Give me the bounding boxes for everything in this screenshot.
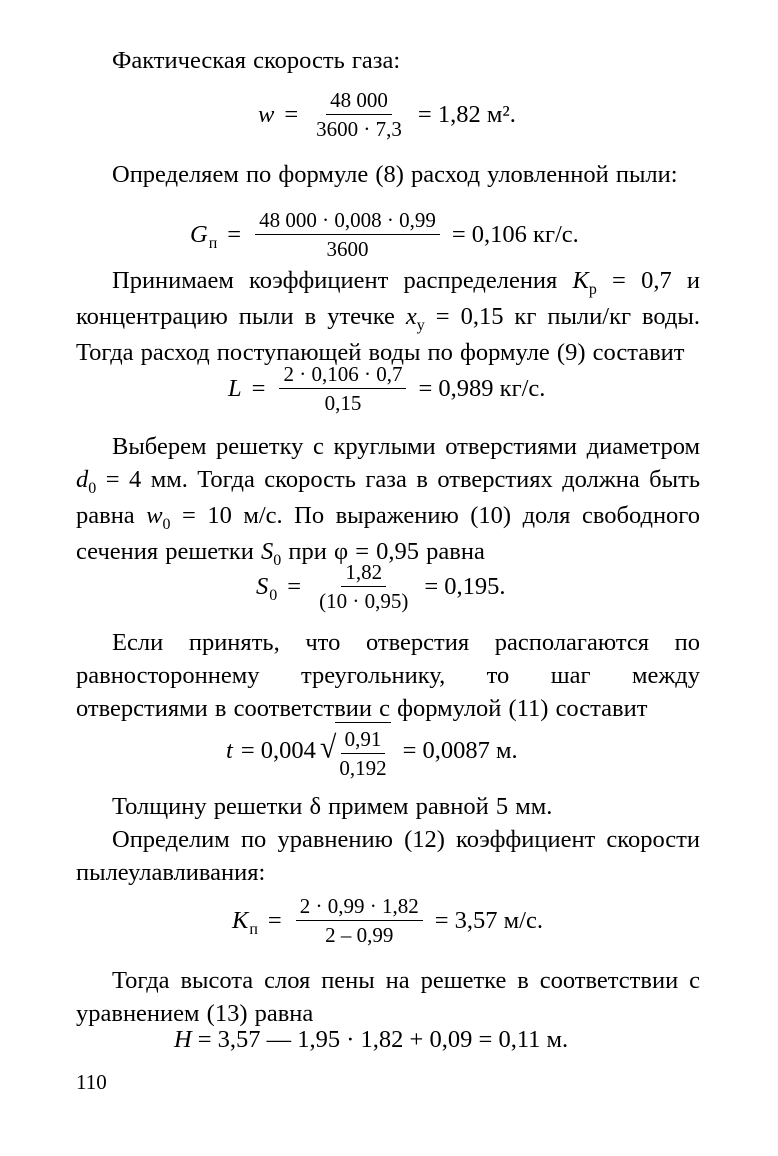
eq1-lhs: w — [258, 100, 275, 128]
paragraph-actual-gas-velocity: Фактическая скорость газа: — [112, 47, 401, 74]
eq2-result: = 0,106 кг/с. — [451, 220, 579, 248]
paragraph-hole-pitch: Если принять, что отверстия располагаются по равностороннему треугольнику, то шаг между отверстиями в соответствии с формулой (11) составит — [76, 629, 700, 722]
eq5-lhs: t — [226, 737, 233, 764]
eq7-lhs: H — [174, 1026, 192, 1053]
eq2-numerator: 48 000 · 0,008 · 0,99 — [255, 208, 440, 235]
paragraph-grid-thickness: Толщину решетки δ примем равной 5 мм. — [112, 793, 553, 820]
eq3-result: = 0,989 кг/с. — [418, 374, 546, 402]
eq6-fraction — [296, 894, 423, 947]
equation-gas-velocity: w = $\frac{48 000}{3600 \cdot 7,3}$ = 1,82 м². — [258, 88, 516, 141]
eq3-denominator: 0,15 — [324, 391, 362, 415]
eq2-fraction — [255, 208, 440, 261]
eq3-numerator: 2 · 0,106 · 0,7 — [279, 362, 406, 389]
radical-sign-icon: √ — [319, 730, 337, 765]
eq6-numerator: 2 · 0,99 · 1,82 — [296, 894, 423, 921]
equation-dust-capture-coefficient: K п = $\frac{2 \cdot 0,99 \cdot 1,82}{2 - 0,99}$ = 3,57 м/с. — [232, 894, 543, 947]
eq2-lhs: G — [190, 220, 208, 248]
eq6-result: = 3,57 м/с. — [434, 906, 543, 934]
eq6-denominator: 2 – 0,99 — [325, 923, 394, 947]
eq4-lhs: S — [256, 572, 269, 600]
paragraph-distribution-coefficient: Принимаем коэффициент распределения $K_p = 0,7$ и концентрацию пыли в утечке $x_y = 0,15$ кг пыли/кг воды. Тогда расход поступающей воды по формуле (9) составит — [76, 267, 701, 366]
paragraph-foam-height: Тогда высота слоя пены на решетке в соответствии с уравнением (13) равна — [76, 967, 700, 1027]
equation-hole-pitch: t = 0,004 √ $\frac{0,91}{0,192}$ = 0,0087 м. — [226, 722, 518, 780]
eq5-result: = 0,0087 м. — [402, 737, 518, 764]
eq3-lhs: L — [228, 374, 242, 402]
page-number: 110 — [76, 1070, 107, 1094]
eq1-fraction — [312, 88, 406, 141]
eq2-denominator: 3600 — [326, 237, 369, 261]
eq1-denominator: 3600 · 7,3 — [316, 117, 402, 141]
eq4-result: = 0,195. — [424, 572, 506, 600]
eq5-fraction — [335, 727, 390, 780]
equation-free-section: S 0 = $\frac{1,82}{(10 \cdot 0,95)}$ = 0,195. — [256, 560, 506, 613]
eq4-fraction — [315, 560, 412, 613]
square-root — [320, 722, 391, 780]
eq7-result: = 3,57 — 1,95 · 1,82 + 0,09 = 0,11 м. — [197, 1026, 569, 1053]
eq5-numerator: 0,91 — [341, 727, 386, 754]
eq4-numerator: 1,82 — [341, 560, 386, 587]
eq5-denominator: 0,192 — [339, 756, 387, 780]
equation-dust-flow: G п = $\frac{48 000 \cdot 0,008 \cdot 0,99}{3600}$ = 0,106 кг/с. — [190, 208, 579, 261]
equation-water-flow: L = $\frac{2 \cdot 0,106 \cdot 0,7}{0,15}$ = 0,989 кг/с. — [228, 362, 546, 415]
paragraph-dust-flow: Определяем по формуле (8) расход уловленной пыли: — [112, 161, 678, 188]
eq4-denominator: (10 · 0,95) — [319, 589, 409, 613]
eq6-lhs: K — [232, 906, 249, 934]
equation-foam-height — [174, 1026, 568, 1054]
eq3-fraction — [279, 362, 406, 415]
eq1-result: = 1,82 м². — [417, 100, 516, 128]
paragraph-dust-capture-coefficient: Определим по уравнению (12) коэффициент скорости пылеулавливания: — [76, 826, 700, 886]
paragraph-grid-selection: Выберем решетку с круглыми отверстиями диаметром $d_0 = 4$ мм. Тогда скорость газа в отверстиях должна быть равна $w_0 = 10$ м/с. По выражению (10) доля свободного сечения решетки $S_0$ при φ = 0,95 равна — [76, 433, 701, 569]
eq1-numerator: 48 000 — [326, 88, 392, 115]
